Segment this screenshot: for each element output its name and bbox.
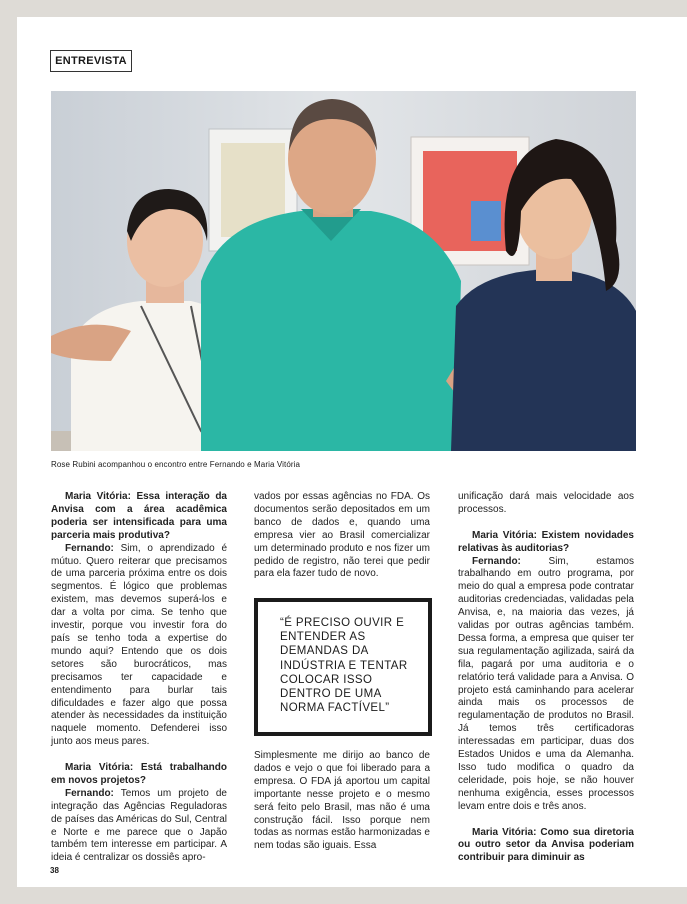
pull-quote: “É PRECISO OUVIR E ENTENDER AS DEMANDAS DA INDÚSTRIA E TENTAR COLOCAR ISSO DENTRO DE UMA NORMA FACTÍVEL” <box>254 598 432 736</box>
answer-text: Temos um projeto de integração das Agências Reguladoras de países das Américas do Sul, Central e Norte e me parece que o Japão também tem interesse em participar. A ideia é centralizar os dossiês apro- <box>51 787 227 864</box>
photo-caption: Rose Rubini acompanhou o encontro entre Fernando e Maria Vitória <box>51 460 301 469</box>
paragraph-gap <box>51 749 227 762</box>
body-paragraph: Simplesmente me dirijo ao banco de dados e vejo o que foi liberado para a empresa. O FDA já aportou um capital importante nesse projeto e o mesmo será feito pelo Brasil, mas não é uma construção fácil. Isso porque nem todas as normas estão harmonizadas e nem todas são iguais. Essa <box>254 750 430 852</box>
question-paragraph: Maria Vitória: Essa interação da Anvisa com a área acadêmica poderia ser intensificada para uma parceria mais produtiva? <box>51 491 227 541</box>
speaker-label: Fernando: <box>65 542 114 554</box>
page-number: 38 <box>50 866 59 875</box>
article-column-1 <box>51 491 227 865</box>
magazine-page <box>17 17 687 887</box>
question-paragraph: Maria Vitória: Está trabalhando em novos projetos? <box>51 762 227 786</box>
answer-paragraph <box>458 556 634 814</box>
answer-paragraph <box>51 788 227 865</box>
interview-photo-illustration <box>51 91 636 451</box>
article-column-2-top <box>254 491 430 581</box>
question-paragraph: Maria Vitória: Como sua diretoria ou outro setor da Anvisa poderiam contribuir para diminuir as <box>458 826 634 864</box>
paragraph-gap <box>458 517 634 530</box>
interview-photo <box>51 91 636 451</box>
article-column-2-bottom <box>254 750 430 853</box>
speaker-label: Fernando: <box>472 555 521 567</box>
speaker-label: Fernando: <box>65 787 114 799</box>
question-paragraph: Maria Vitória: Existem novidades relativas às auditorias? <box>458 529 634 554</box>
paragraph-gap <box>458 814 634 827</box>
section-label: ENTREVISTA <box>50 50 132 72</box>
body-paragraph: vados por essas agências no FDA. Os documentos serão depositados em um banco de dados e, quando uma empresa vier ao Brasil comercializar um determinado produto e nos fizer um pedido de registro, não terei que pedir para ela fazer tudo de novo. <box>254 491 430 580</box>
article-column-3 <box>458 491 634 865</box>
answer-text: Sim, estamos trabalhando em outro programa, por meio do qual a empresa pode contratar auditorias credenciadas, validadas pela Anvisa, e, na maioria das vezes, já validas por outras agências também. Dessa forma, a empresa que quiser ter sua regulamentação agilizada, sairá da fila, pagará por uma auditoria e o relatório terá validade para a Anvisa. O projeto está caminhando para acelerar ainda mais os processos de regulamentação de produtos no Brasil. Já temos três certificadoras interessadas em participar, duas dos Estados Unidos e uma da Alemanha. Isso tudo modifica o quadro da celeridade, pois hoje, se não houver nenhuma exigência, esses processos levam entre dois e três anos. <box>458 555 634 812</box>
answer-text: Sim, o aprendizado é mútuo. Quero reiterar que precisamos de uma parceria próxima entre os dois segmentos. É lógico que problemas existem, mas devemos superá-los e dar a volta por cima. Se tenho que investir, porque vou investir fora do país se tenho toda a expertise do mundo aqui? Entendo que os dois setores são burocráticos, mas precisamos ter capacidade e entendimento para burlar tais dificuldades e fazer algo que possa atender às necessidades da instituição naquele momento. Defenderei isso junto aos meus pares. <box>51 542 227 748</box>
body-paragraph: unificação dará mais velocidade aos processos. <box>458 491 634 515</box>
answer-paragraph <box>51 543 227 750</box>
